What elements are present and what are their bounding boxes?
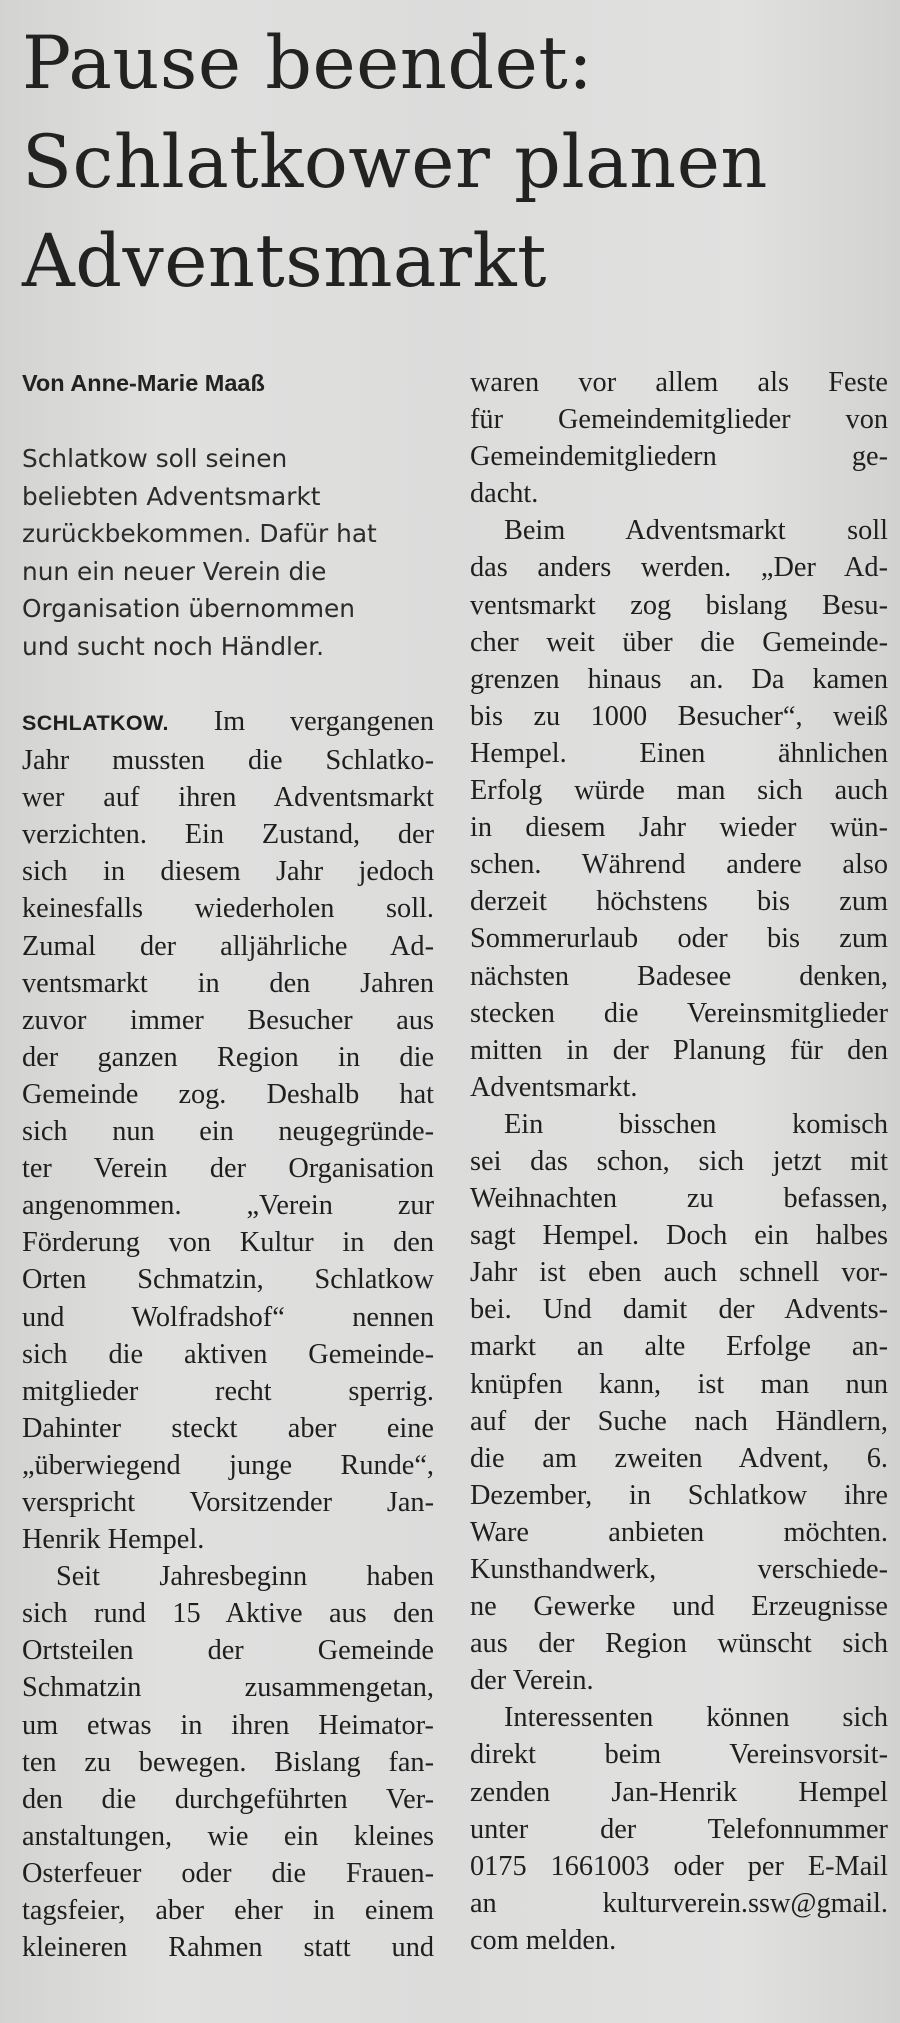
text-line: stecken die Vereinsmitglieder — [470, 997, 888, 1029]
lead-line: und sucht noch Händler. — [22, 631, 325, 661]
text-line: auf der Suche nach Händlern, — [470, 1405, 888, 1437]
text-line: Adventsmarkt. — [470, 1071, 638, 1103]
text-line: Ein bisschen komisch — [504, 1108, 888, 1140]
text-line: Kunsthandwerk, verschiede- — [470, 1554, 888, 1585]
text-line: sich die aktiven Gemeinde- — [22, 1338, 434, 1370]
text-line: Dezember, in Schlatkow ihre — [470, 1479, 888, 1511]
text-line: waren vor allem als Feste — [470, 367, 888, 398]
text-line: ten zu bewegen. Bislang fan- — [22, 1746, 434, 1778]
text-line: Förderung von Kultur in den — [22, 1227, 434, 1259]
text-line-rest: Im vergangenen — [168, 706, 434, 737]
text-line: bei. Und damit der Advents- — [470, 1294, 888, 1326]
text-line: tagsfeier, aber eher in einem — [22, 1895, 434, 1926]
text-line: sagt Hempel. Doch ein halbes — [470, 1220, 888, 1252]
headline-line: Adventsmarkt — [22, 219, 547, 304]
lead-line: beliebten Adventsmarkt — [22, 481, 321, 511]
text-line: ventsmarkt in den Jahren — [22, 967, 434, 999]
text-line: kleineren Rahmen statt und — [22, 1932, 434, 1964]
text-line: com melden. — [470, 1924, 617, 1956]
text-line: Dahinter steckt aber eine — [22, 1412, 434, 1444]
text-line: Jahr mussten die Schlatko- — [22, 745, 434, 777]
text-line: Interessenten können sich — [504, 1702, 888, 1734]
text-line: Jahr ist eben auch schnell vor- — [470, 1257, 888, 1289]
text-line: grenzen hinaus an. Da kamen — [470, 663, 888, 695]
text-line: Ortsteilen der Gemeinde — [22, 1635, 434, 1667]
headline-line: Schlatkower planen — [22, 120, 768, 205]
text-line: Weihnachten zu befassen, — [470, 1183, 888, 1215]
text-line: „überwiegend junge Runde“, — [22, 1449, 434, 1481]
text-line: Ware anbieten möchten. — [470, 1516, 888, 1548]
text-line: ter Verein der Organisation — [22, 1153, 434, 1185]
text-line: aus der Region wünscht sich — [470, 1628, 888, 1660]
text-line: Gemeinde zog. Deshalb hat — [22, 1078, 434, 1110]
text-line: den die durchgeführten Ver- — [22, 1783, 434, 1815]
text-line: Henrik Hempel. — [22, 1524, 205, 1556]
lead-line: nun ein neuer Verein die — [22, 556, 327, 586]
right-column — [470, 364, 888, 1959]
text-line: 0175 1661003 oder per E-Mail — [470, 1850, 888, 1882]
text-line: Gemeindemitgliedern ge- — [470, 441, 888, 473]
text-line: mitglieder recht sperrig. — [22, 1375, 434, 1407]
text-line: in diesem Jahr wieder wün- — [470, 812, 888, 844]
text-line: verzichten. Ein Zustand, der — [22, 819, 434, 851]
text-line: Schmatzin zusammengetan, — [22, 1672, 434, 1704]
text-line: Beim Adventsmarkt soll — [504, 515, 888, 547]
text-line: das anders werden. „Der Ad- — [470, 552, 888, 584]
text-line: bis zu 1000 Besucher“, weiß — [470, 700, 888, 732]
text-line: cher weit über die Gemeinde- — [470, 626, 888, 658]
text-line: Osterfeuer oder die Frauen- — [22, 1857, 434, 1889]
lead-line: Organisation übernommen — [22, 594, 355, 623]
text-line: mitten in der Planung für den — [470, 1034, 888, 1066]
text-line: verspricht Vorsitzender Jan- — [22, 1486, 434, 1518]
text-line: markt an alte Erfolge an- — [470, 1331, 888, 1363]
text-line — [22, 703, 434, 742]
text-line: Sommerurlaub oder bis zum — [470, 923, 888, 955]
text-line: sich in diesem Jahr jedoch — [22, 856, 434, 888]
text-line: keinesfalls wiederholen soll. — [22, 893, 434, 925]
text-line: der ganzen Region in die — [22, 1041, 434, 1073]
text-line: derzeit höchstens bis zum — [470, 886, 888, 918]
text-line: sei das schon, sich jetzt mit — [470, 1145, 888, 1177]
text-line: ne Gewerke und Erzeugnisse — [470, 1591, 888, 1623]
text-line: dacht. — [470, 478, 539, 510]
byline: Von Anne-Marie Maaß — [22, 370, 265, 396]
lead-line: zurückbekommen. Dafür hat — [22, 519, 377, 548]
lead-paragraph — [22, 440, 434, 665]
body-text-left — [22, 703, 434, 1966]
text-line: für Gemeindemitglieder von — [470, 404, 888, 436]
text-line: direkt beim Vereinsvorsit- — [470, 1739, 888, 1771]
text-line: der Verein. — [470, 1665, 594, 1697]
lead-line: Schlatkow soll seinen — [22, 444, 288, 473]
text-line: unter der Telefonnummer — [470, 1813, 888, 1845]
text-line: ventsmarkt zog bislang Besu- — [470, 589, 888, 621]
text-line: um etwas in ihren Heimator- — [22, 1709, 434, 1741]
text-line: Seit Jahresbeginn haben — [56, 1561, 434, 1593]
text-line: angenommen. „Verein zur — [22, 1190, 434, 1222]
text-line: Hempel. Einen ähnlichen — [470, 737, 888, 769]
text-line: Zumal der alljährliche Ad- — [22, 930, 434, 962]
text-line: Orten Schmatzin, Schlatkow — [22, 1264, 434, 1296]
text-line: zuvor immer Besucher aus — [22, 1004, 434, 1036]
headline-line: Pause beendet: — [22, 21, 594, 106]
text-line: schen. Während andere also — [470, 849, 888, 881]
text-line: die am zweiten Advent, 6. — [470, 1442, 888, 1474]
text-line: anstaltungen, wie ein kleines — [22, 1820, 434, 1852]
text-line: an kulturverein.ssw@gmail. — [470, 1887, 888, 1919]
left-column — [22, 360, 434, 1966]
text-line: nächsten Badesee denken, — [470, 960, 888, 992]
text-line: zenden Jan-Henrik Hempel — [470, 1776, 888, 1808]
text-line: sich rund 15 Aktive aus den — [22, 1598, 434, 1630]
dateline: SCHLATKOW. — [22, 711, 169, 735]
headline — [22, 14, 892, 311]
text-line: knüpfen kann, ist man nun — [470, 1368, 888, 1400]
text-line: und Wolfradshof“ nennen — [22, 1301, 434, 1333]
text-line: sich nun ein neugegründe- — [22, 1116, 434, 1148]
text-line: wer auf ihren Adventsmarkt — [22, 782, 434, 814]
text-line: Erfolg würde man sich auch — [470, 775, 888, 807]
